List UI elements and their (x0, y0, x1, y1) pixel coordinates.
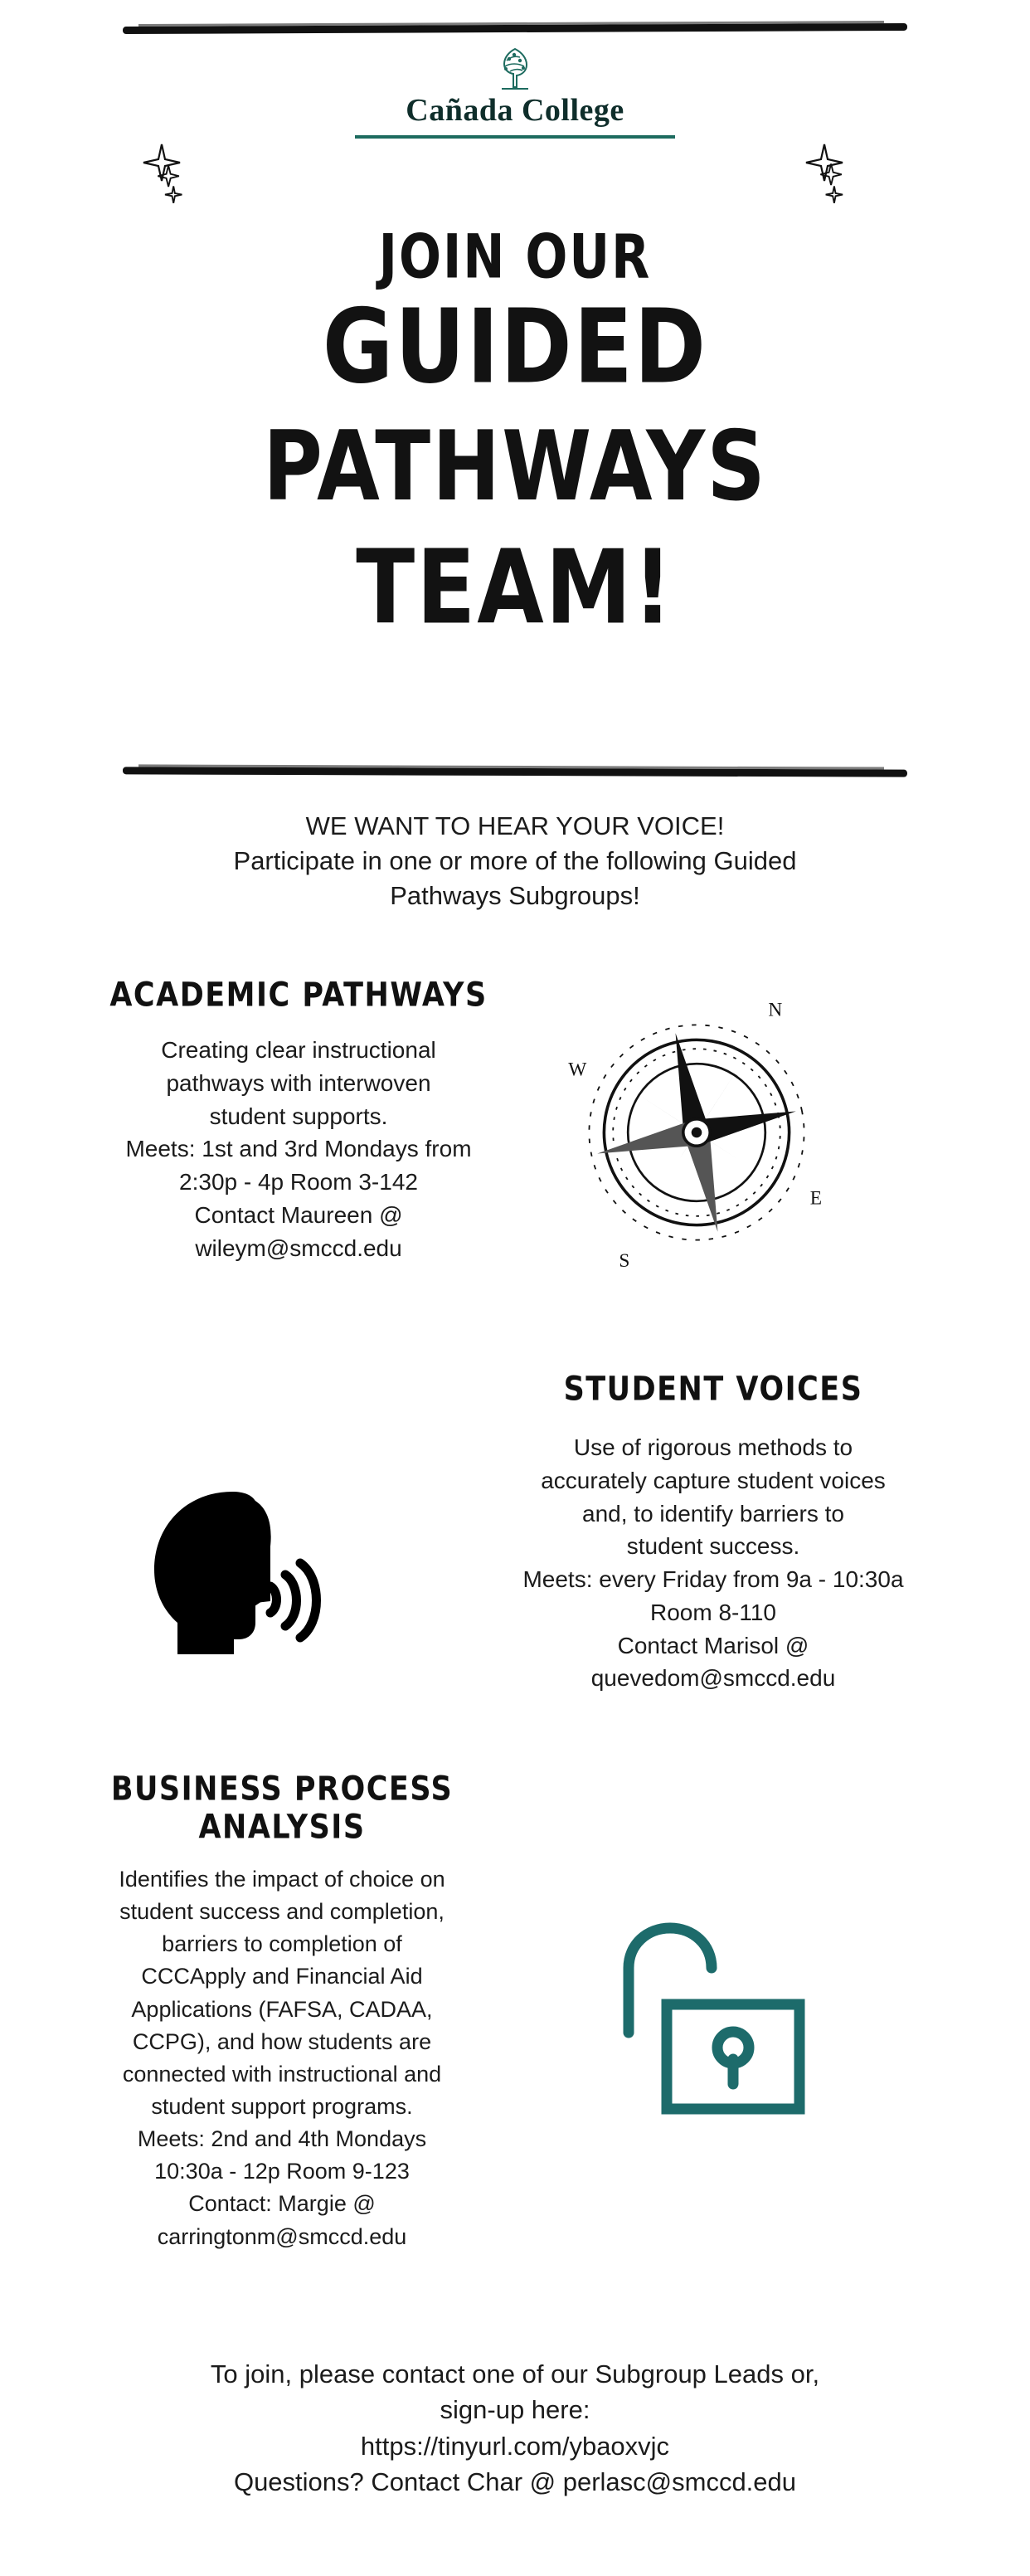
section-title-student-voices: STUDENT VOICES (563, 1371, 863, 1409)
svg-text:S: S (619, 1250, 630, 1272)
body-line: Contact: Margie @ (188, 2191, 376, 2217)
body-line-email: wileym@smccd.edu (195, 1234, 402, 1261)
divider-top (123, 23, 907, 34)
divider-middle (123, 767, 907, 777)
body-line: student success and completion, (119, 1899, 445, 1925)
body-line: Contact Marisol @ (617, 1632, 809, 1658)
tree-icon (477, 46, 553, 94)
svg-text:E: E (809, 1187, 823, 1210)
headline-line-4: TEAM! (356, 528, 674, 647)
body-line: Meets: 2nd and 4th Mondays (137, 2126, 427, 2152)
body-line: 2:30p - 4p Room 3-142 (179, 1169, 418, 1195)
svg-text:W: W (568, 1059, 587, 1081)
body-line: Room 8-110 (649, 1599, 776, 1625)
headline-line-2: GUIDED (322, 287, 708, 407)
headline-line-3: PATHWAYS (263, 411, 767, 523)
body-line: 10:30a - 12p Room 9-123 (154, 2159, 410, 2184)
footer-contact (58, 2356, 972, 2501)
body-line: Identifies the impact of choice on (119, 1867, 445, 1892)
section-title-academic-pathways: ACADEMIC PATHWAYS (109, 976, 488, 1015)
section-body-student-voices (448, 1431, 979, 1695)
footer-line-4: Questions? Contact Char @ perlasc@smccd.edu (233, 2467, 797, 2497)
body-line: student supports. (209, 1103, 388, 1129)
speaking-head-icon (108, 1477, 357, 1676)
body-line: CCPG), and how students are (132, 2028, 432, 2054)
compass-icon (547, 983, 846, 1282)
sparkle-doodle-left-icon (137, 141, 220, 216)
footer-line-2: sign-up here: (440, 2395, 590, 2425)
body-line: student support programs. (151, 2093, 413, 2119)
body-line-email: carringtonm@smccd.edu (157, 2223, 407, 2249)
body-line-email: quevedom@smccd.edu (590, 1665, 836, 1692)
intro-text (91, 809, 939, 913)
sparkle-doodle-right-icon (796, 141, 879, 216)
logo-underline (355, 135, 675, 139)
section-student-voices (448, 1373, 979, 1695)
svg-text:N: N (768, 999, 783, 1021)
body-line: Applications (FAFSA, CADAA, (131, 1996, 433, 2022)
signup-link[interactable]: https://tinyurl.com/ybaoxvjc (360, 2431, 670, 2461)
college-logo (0, 46, 1030, 139)
headline (0, 222, 1030, 647)
body-line: Contact Maureen @ (194, 1201, 403, 1228)
college-name: Cañada College (406, 93, 624, 128)
headline-line-1: JOIN OUR (378, 222, 652, 293)
section-academic-pathways (50, 976, 547, 1264)
body-line: barriers to completion of (162, 1931, 402, 1957)
body-line: student success. (626, 1533, 800, 1560)
body-line: Use of rigorous methods to (573, 1434, 853, 1460)
section-body-academic-pathways (50, 1034, 547, 1264)
intro-line-2: Participate in one or more of the following Guided (233, 846, 797, 876)
intro-line-3: Pathways Subgroups! (390, 881, 640, 911)
section-business-process-analysis (25, 1770, 539, 2253)
body-line: accurately capture student voices (541, 1467, 886, 1493)
body-line: and, to identify barriers to (582, 1500, 844, 1527)
body-line: Creating clear instructional (161, 1037, 436, 1063)
body-line: CCCApply and Financial Aid (141, 1964, 423, 1989)
section-title-business-process-analysis: BUSINESS PROCESS ANALYSIS (110, 1770, 454, 1847)
body-line: pathways with interwoven (166, 1069, 431, 1096)
body-line: Meets: every Friday from 9a - 10:30a (522, 1566, 904, 1592)
body-line: connected with instructional and (122, 2061, 442, 2087)
footer-line-1: To join, please contact one of our Subgroup Leads or, (210, 2359, 820, 2389)
intro-line-1: WE WANT TO HEAR YOUR VOICE! (305, 811, 725, 840)
section-body-business-process-analysis (25, 1863, 539, 2253)
body-line: Meets: 1st and 3rd Mondays from (125, 1136, 472, 1162)
open-padlock-icon (581, 1908, 821, 2124)
